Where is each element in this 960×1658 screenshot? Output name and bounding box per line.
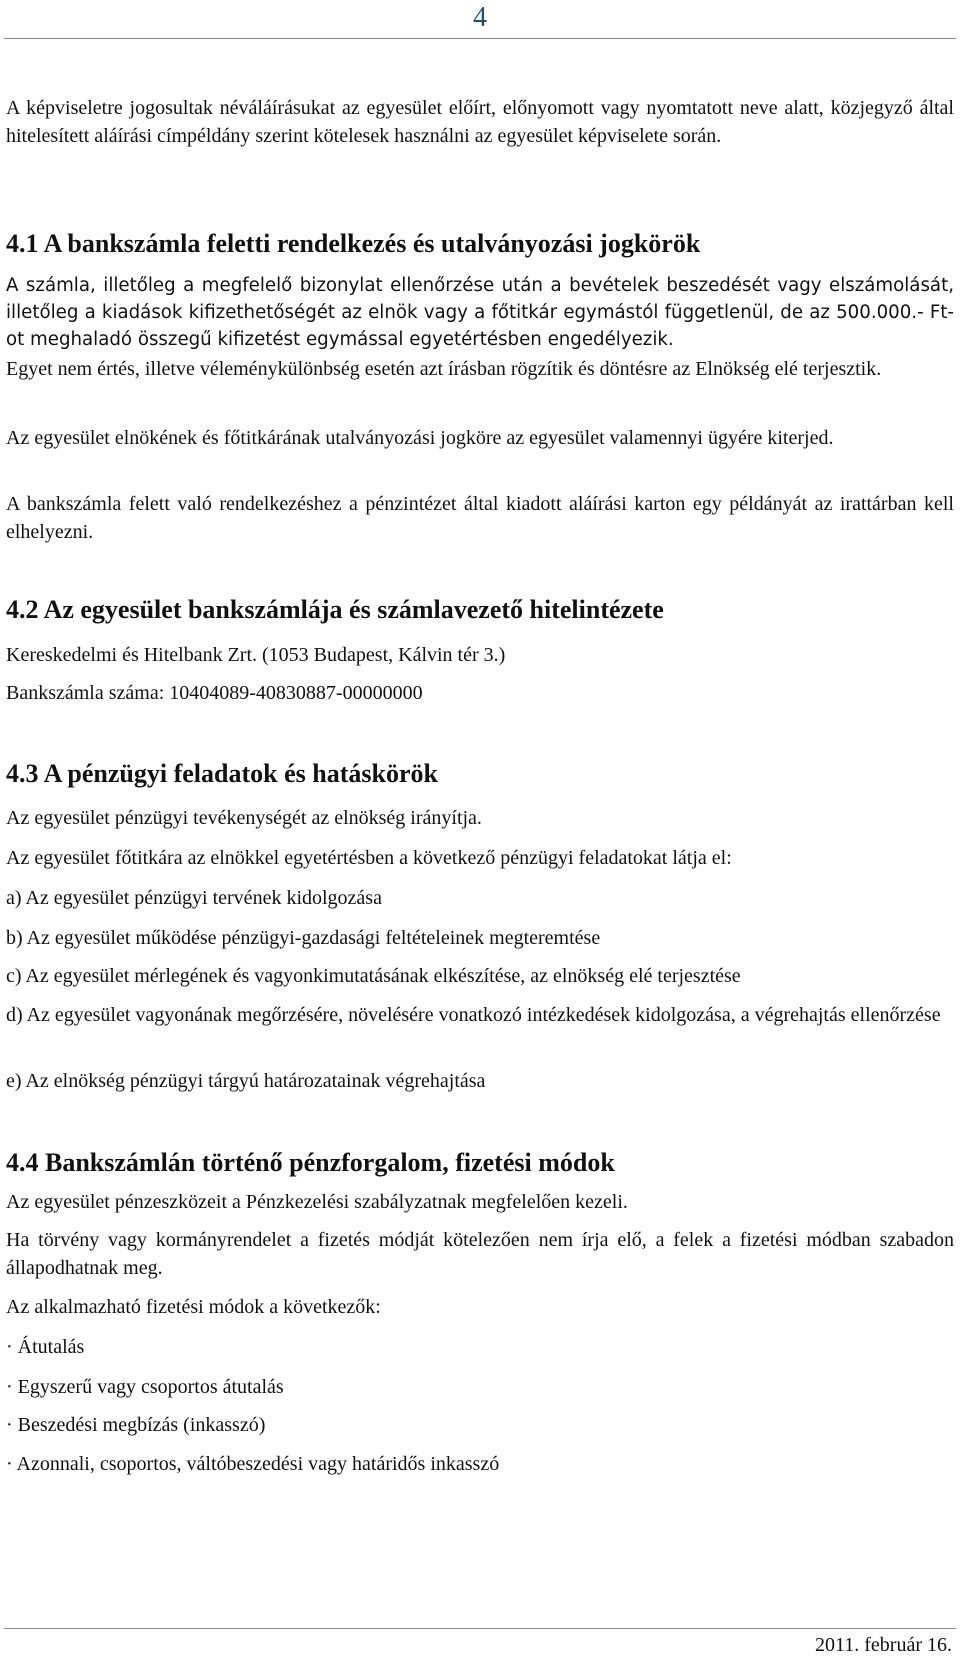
list-item: · Beszedési megbízás (inkasszó) [6,1414,266,1436]
list-item: a) Az egyesület pénzügyi tervének kidolgozása [6,887,382,909]
section-4-1-paragraph-1 [6,272,954,353]
list-item: · Egyszerű vagy csoportos átutalás [6,1376,284,1398]
section-title: A bankszámla feletti rendelkezés és utalványozási jogkörök [43,229,701,258]
section-title: Bankszámlán történő pénzforgalom, fizetési módok [45,1148,615,1177]
section-number: 4.4 [6,1148,39,1177]
header-rule [4,38,956,39]
section-number: 4.3 [6,759,39,788]
list-item: · Azonnali, csoportos, váltóbeszedési vagy határidős inkasszó [6,1453,500,1475]
section-title: Az egyesület bankszámlája és számlavezető hitelintézete [43,595,664,624]
list-item: · Átutalás [6,1336,85,1358]
section-4-1-paragraph-1b: Egyet nem értés, illetve véleménykülönbség esetén azt írásban rögzítik és döntésre az Elnökség elé terjesztik. [6,358,882,380]
section-4-4-paragraph-1: Az egyesület pénzeszközeit a Pénzkezelési szabályzatnak megfelelően kezeli. [6,1191,628,1213]
section-title: A pénzügyi feladatok és hatáskörök [43,759,438,788]
section-number: 4.1 [6,229,39,258]
section-number: 4.2 [6,595,39,624]
bank-account-number: Bankszámla száma: 10404089-40830887-00000000 [6,682,423,704]
list-item: c) Az egyesület mérlegének és vagyonkimutatásának elkészítése, az elnökség elé terjesztése [6,965,741,987]
section-4-2-heading [6,594,954,626]
section-4-3-heading [6,758,954,790]
bank-name: Kereskedelmi és Hitelbank Zrt. (1053 Budapest, Kálvin tér 3.) [6,644,506,666]
page-number: 4 [473,2,487,33]
section-4-3-paragraph-1: Az egyesület pénzügyi tevékenységét az elnökség irányítja. [6,807,482,829]
section-4-1-paragraph-2: Az egyesület elnökének és főtitkárának utalványozási jogköre az egyesület valamennyi ügyére kiterjed. [6,427,834,449]
section-4-1-paragraph-3: A bankszámla felett való rendelkezéshez a pénzintézet által kiadott aláírási karton egy példányát az irattárban kell elhelyezni. [6,493,954,543]
section-4-4-heading [6,1147,954,1179]
list-item: e) Az elnökség pénzügyi tárgyú határozatainak végrehajtása [6,1070,486,1092]
footer-rule [4,1628,956,1629]
footer-date: 2011. február 16. [815,1634,952,1656]
intro-paragraph: A képviseletre jogosultak néváláírásukat az egyesület előírt, előnyomott vagy nyomtatott neve alatt, közjegyző által hitelesített aláírási címpéldány szerint kötelesek használni az egyesület képviselete során. [6,97,954,147]
list-item: b) Az egyesület működése pénzügyi-gazdasági feltételeinek megteremtése [6,927,601,949]
section-4-1-heading [6,228,954,260]
paragraph-text: A számla, illetőleg a megfelelő bizonylat ellenőrzése után a bevételek beszedését vagy elszámolását, illetőleg a kiadások kifizethetőségét az elnök vagy a főtitkár egymástól függetlenül, de az 500.000.- Ft-ot meghaladó összegű kifizetést egymással egyetértésben engedélyezik. [6,275,954,350]
section-4-3-paragraph-2: Az egyesület főtitkára az elnökkel egyetértésben a következő pénzügyi feladatokat látja el: [6,847,732,869]
section-4-4-paragraph-3: Az alkalmazható fizetési módok a következők: [6,1296,381,1318]
section-4-4-paragraph-2: Ha törvény vagy kormányrendelet a fizetés módját kötelezően nem írja elő, a felek a fizetési módban szabadon állapodhatnak meg. [6,1229,954,1279]
list-item: d) Az egyesület vagyonának megőrzésére, növelésére vonatkozó intézkedések kidolgozása, a végrehajtás ellenőrzése [6,1004,941,1026]
